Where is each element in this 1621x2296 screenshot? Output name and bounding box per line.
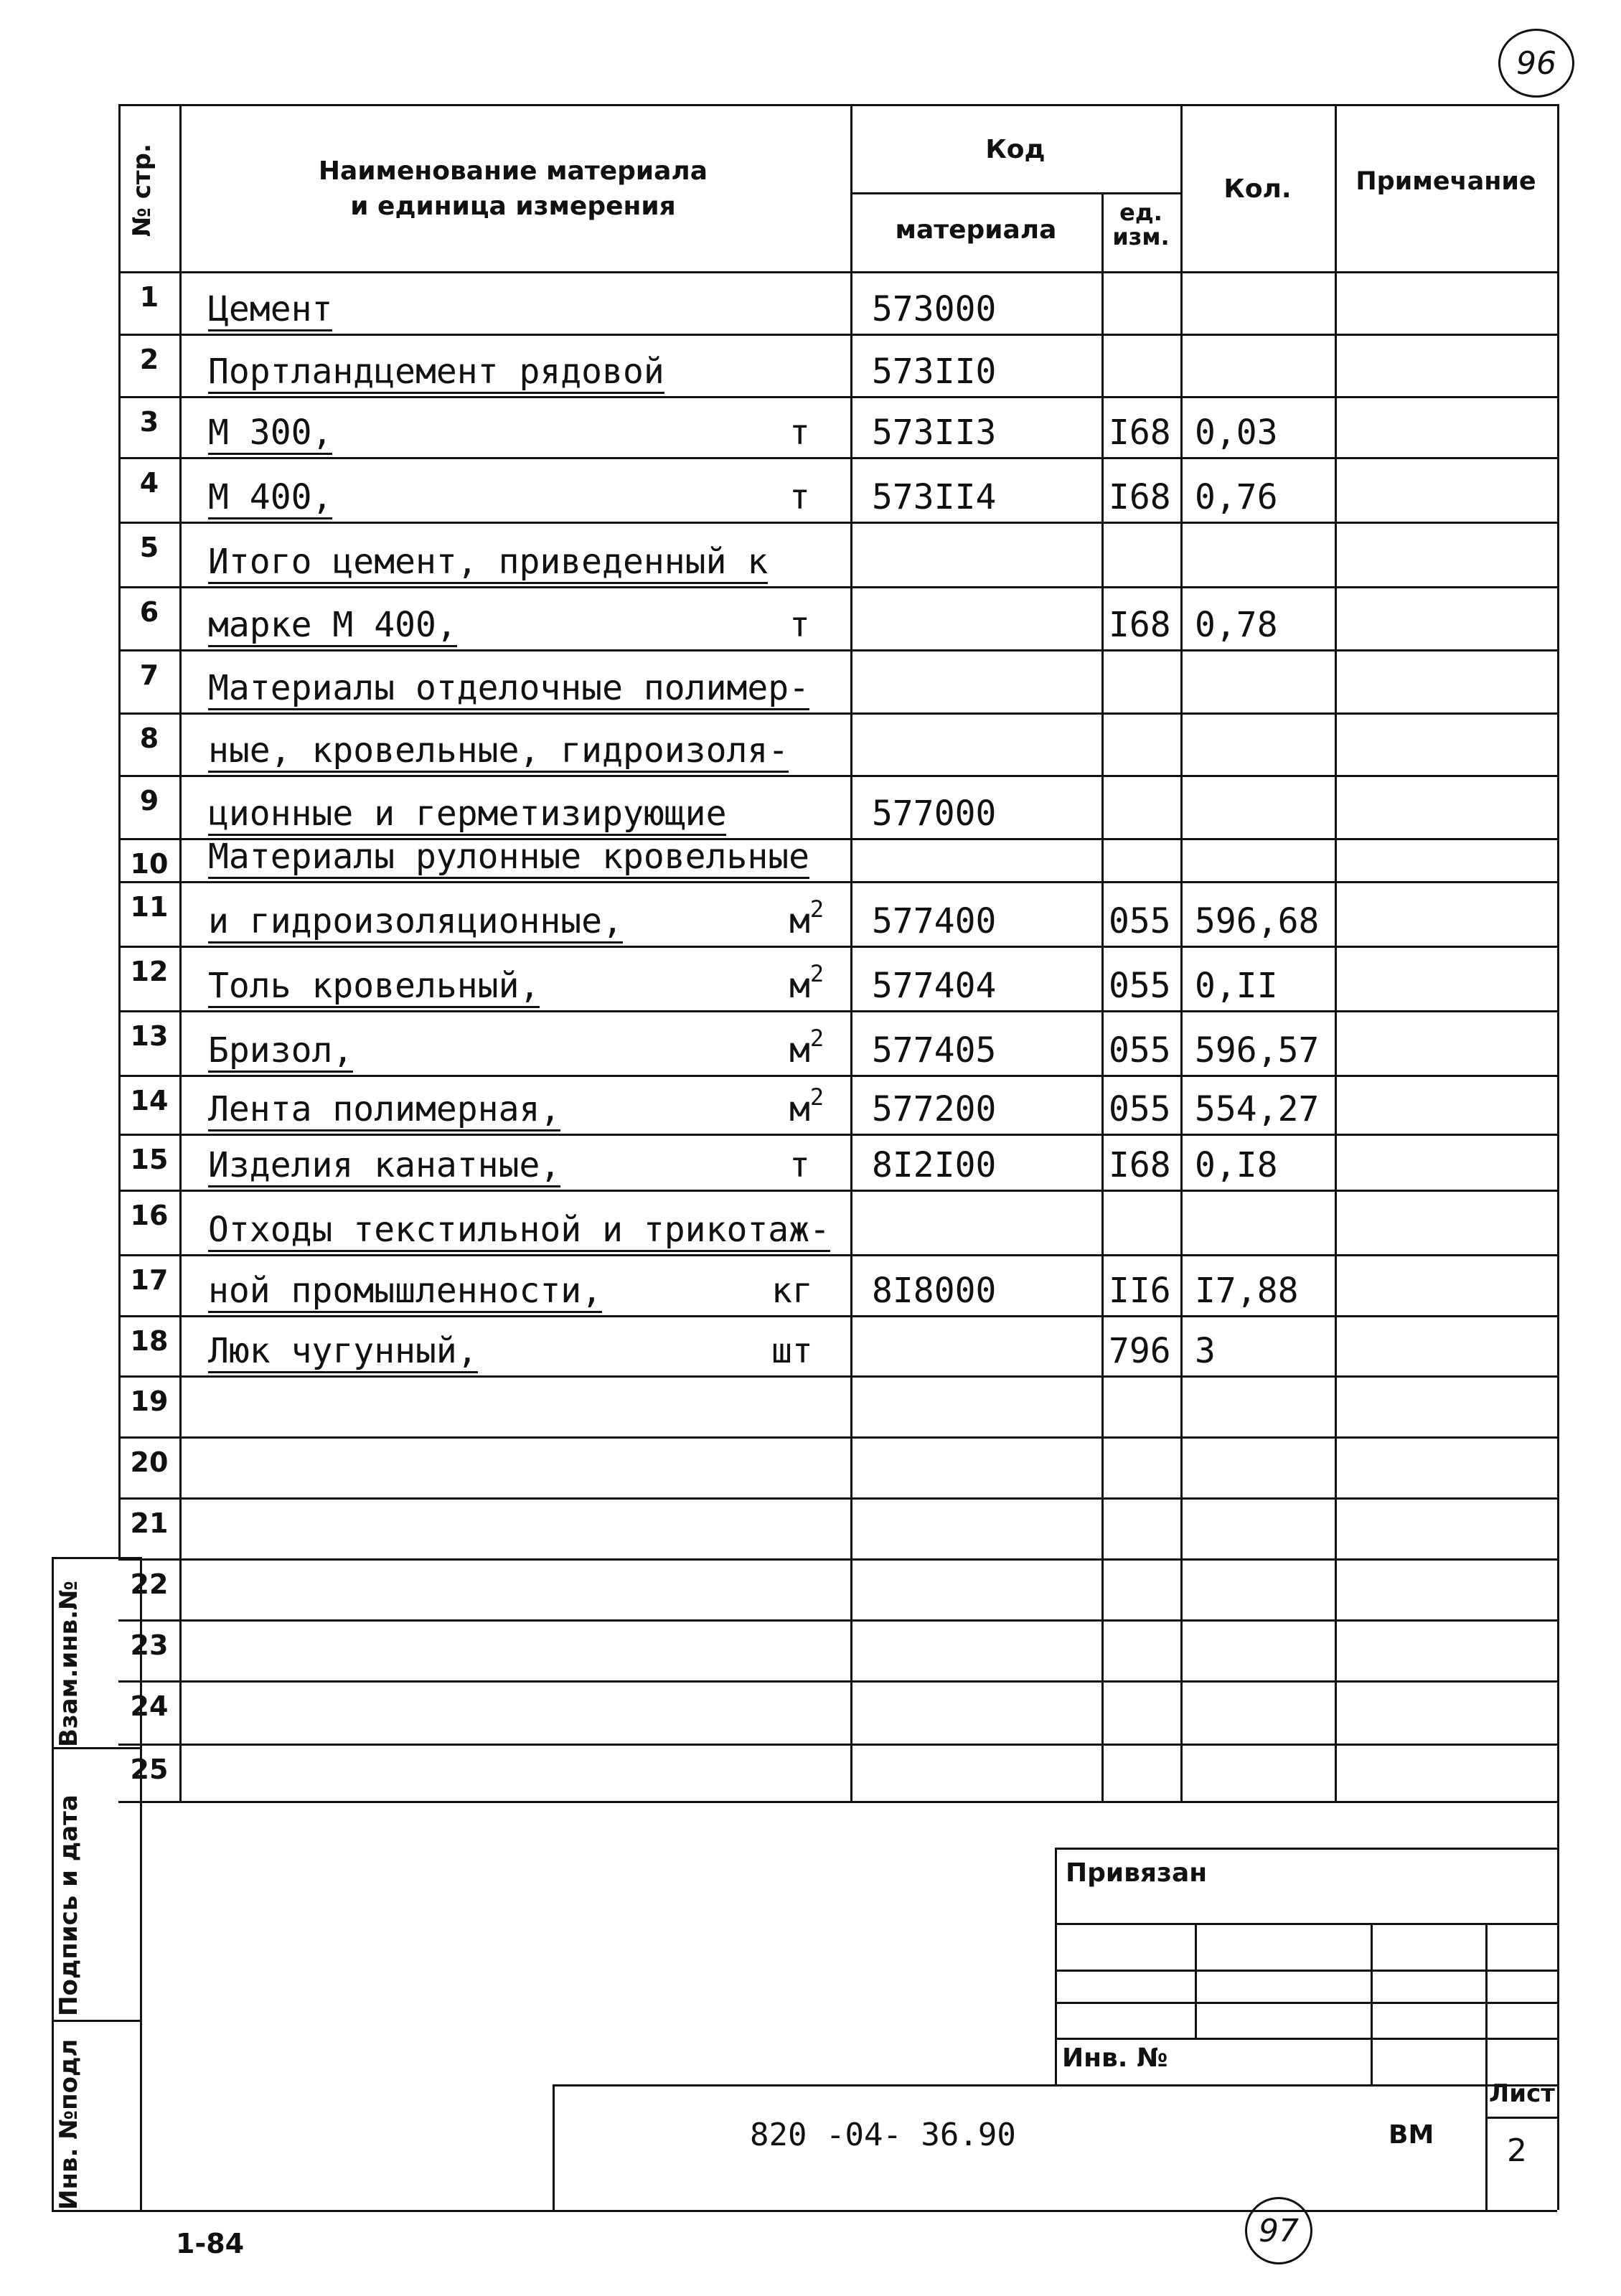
row-line bbox=[118, 1315, 1557, 1317]
row-number: 2 bbox=[139, 344, 159, 375]
header-name-line2: и единица измерения bbox=[350, 191, 676, 221]
row-line bbox=[118, 1436, 1557, 1439]
row-name: Лента полимерная, bbox=[208, 1089, 560, 1131]
row-unit: $м^2$ bbox=[789, 960, 824, 1006]
row-line bbox=[118, 1801, 1557, 1803]
row-name: Итого цемент, приведенный к bbox=[208, 542, 768, 584]
header-code-unit bbox=[1101, 201, 1180, 249]
header-code-unit-line1: ед. bbox=[1119, 199, 1162, 226]
row-unit: кг bbox=[771, 1271, 813, 1311]
side-strip-div2 bbox=[52, 2020, 140, 2022]
row-unit-code: 055 bbox=[1109, 1089, 1171, 1129]
row-number: 5 bbox=[139, 532, 159, 563]
row-material-code: 573000 bbox=[872, 289, 997, 329]
col-name-border bbox=[850, 104, 852, 1801]
row-unit: шт bbox=[771, 1331, 813, 1371]
header-name-line1: Наименование материала bbox=[318, 156, 708, 186]
row-line bbox=[118, 712, 1557, 715]
list-label-line bbox=[1485, 2117, 1557, 2119]
row-material-code: 8I2I00 bbox=[872, 1145, 997, 1185]
title-block-inv-no: Инв. № bbox=[1062, 2043, 1168, 2073]
row-line bbox=[118, 881, 1557, 883]
row-name: М 400, bbox=[208, 477, 332, 519]
row-unit-code: 055 bbox=[1109, 1030, 1171, 1071]
side-strip-bottom bbox=[52, 2210, 140, 2212]
row-number: 16 bbox=[130, 1200, 169, 1231]
row-unit-code: I68 bbox=[1109, 413, 1171, 453]
row-unit: т bbox=[789, 413, 810, 453]
row-unit-exponent: 2 bbox=[809, 960, 824, 987]
side-label-vzam-inv: Взам.инв.№ bbox=[55, 1581, 83, 1747]
col-code-unit-border bbox=[1101, 192, 1104, 1801]
row-line bbox=[118, 1190, 1557, 1192]
row-number: 25 bbox=[130, 1754, 169, 1785]
table-right-border bbox=[1557, 104, 1559, 2210]
row-material-code: 8I8000 bbox=[872, 1271, 997, 1311]
sheet-number-bottom-text: 97 bbox=[1259, 2212, 1299, 2249]
titleblock-left bbox=[1055, 1848, 1057, 2084]
row-material-code: 577404 bbox=[872, 966, 997, 1006]
row-line bbox=[118, 271, 1557, 273]
row-quantity: 0,II bbox=[1195, 966, 1278, 1006]
row-name: Изделия канатные, bbox=[208, 1145, 560, 1187]
row-line bbox=[118, 649, 1557, 651]
row-line bbox=[118, 1010, 1557, 1012]
footer-code: 1-84 bbox=[176, 2228, 245, 2259]
row-quantity: 0,03 bbox=[1195, 413, 1278, 453]
row-material-code: 577000 bbox=[872, 794, 997, 834]
row-line bbox=[118, 1744, 1557, 1746]
side-label-inv-podl: Инв. №подл bbox=[55, 2038, 83, 2210]
row-quantity: 596,68 bbox=[1195, 901, 1320, 941]
row-unit-code: 055 bbox=[1109, 901, 1171, 941]
row-unit: т bbox=[789, 477, 810, 517]
row-number: 7 bbox=[139, 659, 159, 691]
side-strip-left bbox=[52, 1557, 54, 2210]
row-number: 23 bbox=[130, 1629, 169, 1661]
stamp-top bbox=[553, 2084, 1557, 2086]
row-line bbox=[118, 457, 1557, 459]
row-unit-code: 796 bbox=[1109, 1331, 1171, 1371]
row-number: 12 bbox=[130, 956, 169, 987]
row-number: 1 bbox=[139, 281, 159, 313]
row-line bbox=[118, 1075, 1557, 1077]
row-name: ционные и герметизирующие bbox=[208, 794, 726, 836]
row-name: Толь кровельный, bbox=[208, 966, 540, 1008]
row-unit-code: 055 bbox=[1109, 966, 1171, 1006]
row-number: 9 bbox=[139, 785, 159, 817]
row-line bbox=[118, 1558, 1557, 1561]
row-line bbox=[118, 1254, 1557, 1256]
row-quantity: 3 bbox=[1195, 1331, 1216, 1371]
col-note-border bbox=[1335, 104, 1337, 1801]
row-unit-exponent: 2 bbox=[809, 1083, 824, 1111]
title-block-doc-code: 820 -04- 36.90 bbox=[750, 2117, 1016, 2153]
row-number: 22 bbox=[130, 1568, 169, 1600]
row-material-code: 573II0 bbox=[872, 352, 997, 392]
row-number: 10 bbox=[130, 848, 169, 880]
header-name bbox=[179, 154, 847, 224]
row-line bbox=[118, 1680, 1557, 1683]
titleblock-col2 bbox=[1371, 1923, 1373, 2084]
row-quantity: 554,27 bbox=[1195, 1089, 1320, 1129]
row-number: 4 bbox=[139, 467, 159, 499]
row-unit-code: I68 bbox=[1109, 477, 1171, 517]
header-qty: Кол. bbox=[1223, 174, 1292, 204]
side-strip-div1 bbox=[52, 1747, 140, 1749]
sheet-number-top-text: 96 bbox=[1516, 44, 1556, 82]
row-quantity: 0,78 bbox=[1195, 605, 1278, 645]
header-code: Код bbox=[985, 135, 1046, 164]
row-number: 24 bbox=[130, 1690, 169, 1722]
side-label-podpis-data: Подпись и дата bbox=[55, 1794, 83, 2016]
row-number: 20 bbox=[130, 1446, 169, 1478]
row-number: 18 bbox=[130, 1325, 169, 1357]
row-name: ной промышленности, bbox=[208, 1271, 602, 1313]
col-qty-border bbox=[1180, 104, 1183, 1801]
code-subheader-line bbox=[850, 192, 1180, 194]
row-name: и гидроизоляционные, bbox=[208, 901, 623, 944]
row-number: 3 bbox=[139, 406, 159, 438]
row-number: 8 bbox=[139, 723, 159, 754]
row-number: 6 bbox=[139, 596, 159, 628]
row-line bbox=[118, 522, 1557, 524]
row-line bbox=[118, 586, 1557, 588]
row-line bbox=[118, 1619, 1557, 1622]
row-material-code: 577405 bbox=[872, 1030, 997, 1071]
row-material-code: 573II3 bbox=[872, 413, 997, 453]
frame-bottom-border bbox=[140, 2210, 1557, 2212]
row-line bbox=[118, 1497, 1557, 1500]
row-line bbox=[118, 1375, 1557, 1378]
row-name: марке М 400, bbox=[208, 605, 457, 647]
row-number: 17 bbox=[130, 1264, 169, 1296]
title-block-privyazan: Привязан bbox=[1066, 1858, 1208, 1888]
row-unit-exponent: 2 bbox=[809, 1025, 824, 1052]
row-unit-exponent: 2 bbox=[809, 895, 824, 923]
row-name: М 300, bbox=[208, 413, 332, 455]
row-line bbox=[118, 1134, 1557, 1136]
row-material-code: 577200 bbox=[872, 1089, 997, 1129]
sheet-number-bottom bbox=[1245, 2197, 1312, 2264]
title-block-list-label: Лист bbox=[1489, 2079, 1555, 2108]
titleblock-row1 bbox=[1055, 1923, 1557, 1925]
row-unit: т bbox=[789, 605, 810, 645]
row-number: 11 bbox=[130, 891, 169, 923]
row-name: Цемент bbox=[208, 289, 332, 331]
row-unit-code: I68 bbox=[1109, 1145, 1171, 1185]
row-material-code: 577400 bbox=[872, 901, 997, 941]
row-quantity: 0,76 bbox=[1195, 477, 1278, 517]
row-name: Материалы отделочные полимер- bbox=[208, 668, 809, 710]
row-quantity: I7,88 bbox=[1195, 1271, 1299, 1311]
row-material-code: 573II4 bbox=[872, 477, 997, 517]
row-unit: $м^2$ bbox=[789, 1025, 824, 1071]
row-line bbox=[118, 775, 1557, 777]
title-block-mark: ВМ bbox=[1389, 2120, 1434, 2150]
row-name: ные, кровельные, гидроизоля- bbox=[208, 730, 789, 773]
titleblock-col3 bbox=[1485, 1923, 1488, 2210]
row-unit: $м^2$ bbox=[789, 895, 824, 941]
row-quantity: 0,I8 bbox=[1195, 1145, 1278, 1185]
titleblock-row3 bbox=[1055, 2002, 1557, 2004]
row-name: Бризол, bbox=[208, 1030, 353, 1073]
row-line bbox=[118, 396, 1557, 398]
titleblock-row4 bbox=[1055, 2038, 1557, 2040]
row-name: Материалы рулонные кровельные bbox=[208, 837, 809, 879]
row-quantity: 596,57 bbox=[1195, 1030, 1320, 1071]
titleblock-top bbox=[1055, 1848, 1557, 1850]
row-number: 14 bbox=[130, 1085, 169, 1116]
row-name: Отходы текстильной и трикотаж- bbox=[208, 1210, 830, 1252]
stamp-left bbox=[553, 2084, 555, 2210]
header-code-material: материала bbox=[895, 215, 1057, 245]
row-number: 13 bbox=[130, 1020, 169, 1052]
side-strip-top bbox=[52, 1557, 140, 1559]
titleblock-col1 bbox=[1195, 1923, 1197, 2038]
row-line bbox=[118, 946, 1557, 948]
row-name: Люк чугунный, bbox=[208, 1331, 478, 1373]
row-unit: т bbox=[789, 1145, 810, 1185]
header-row-no: № стр. bbox=[128, 144, 156, 237]
row-unit-code: I68 bbox=[1109, 605, 1171, 645]
row-number: 19 bbox=[130, 1385, 169, 1417]
titleblock-row2 bbox=[1055, 1970, 1557, 1972]
header-code-unit-line2: изм. bbox=[1112, 222, 1170, 250]
header-note: Примечание bbox=[1355, 167, 1536, 196]
row-name: Портландцемент рядовой bbox=[208, 352, 664, 394]
row-unit-code: II6 bbox=[1109, 1271, 1171, 1311]
title-block-list-no: 2 bbox=[1507, 2132, 1527, 2169]
col-number-border bbox=[179, 104, 182, 1801]
row-number: 21 bbox=[130, 1507, 169, 1539]
row-unit: $м^2$ bbox=[789, 1083, 824, 1129]
row-line bbox=[118, 334, 1557, 336]
sheet-number-top bbox=[1498, 29, 1574, 98]
table-top-border bbox=[118, 104, 1557, 106]
row-number: 15 bbox=[130, 1144, 169, 1175]
